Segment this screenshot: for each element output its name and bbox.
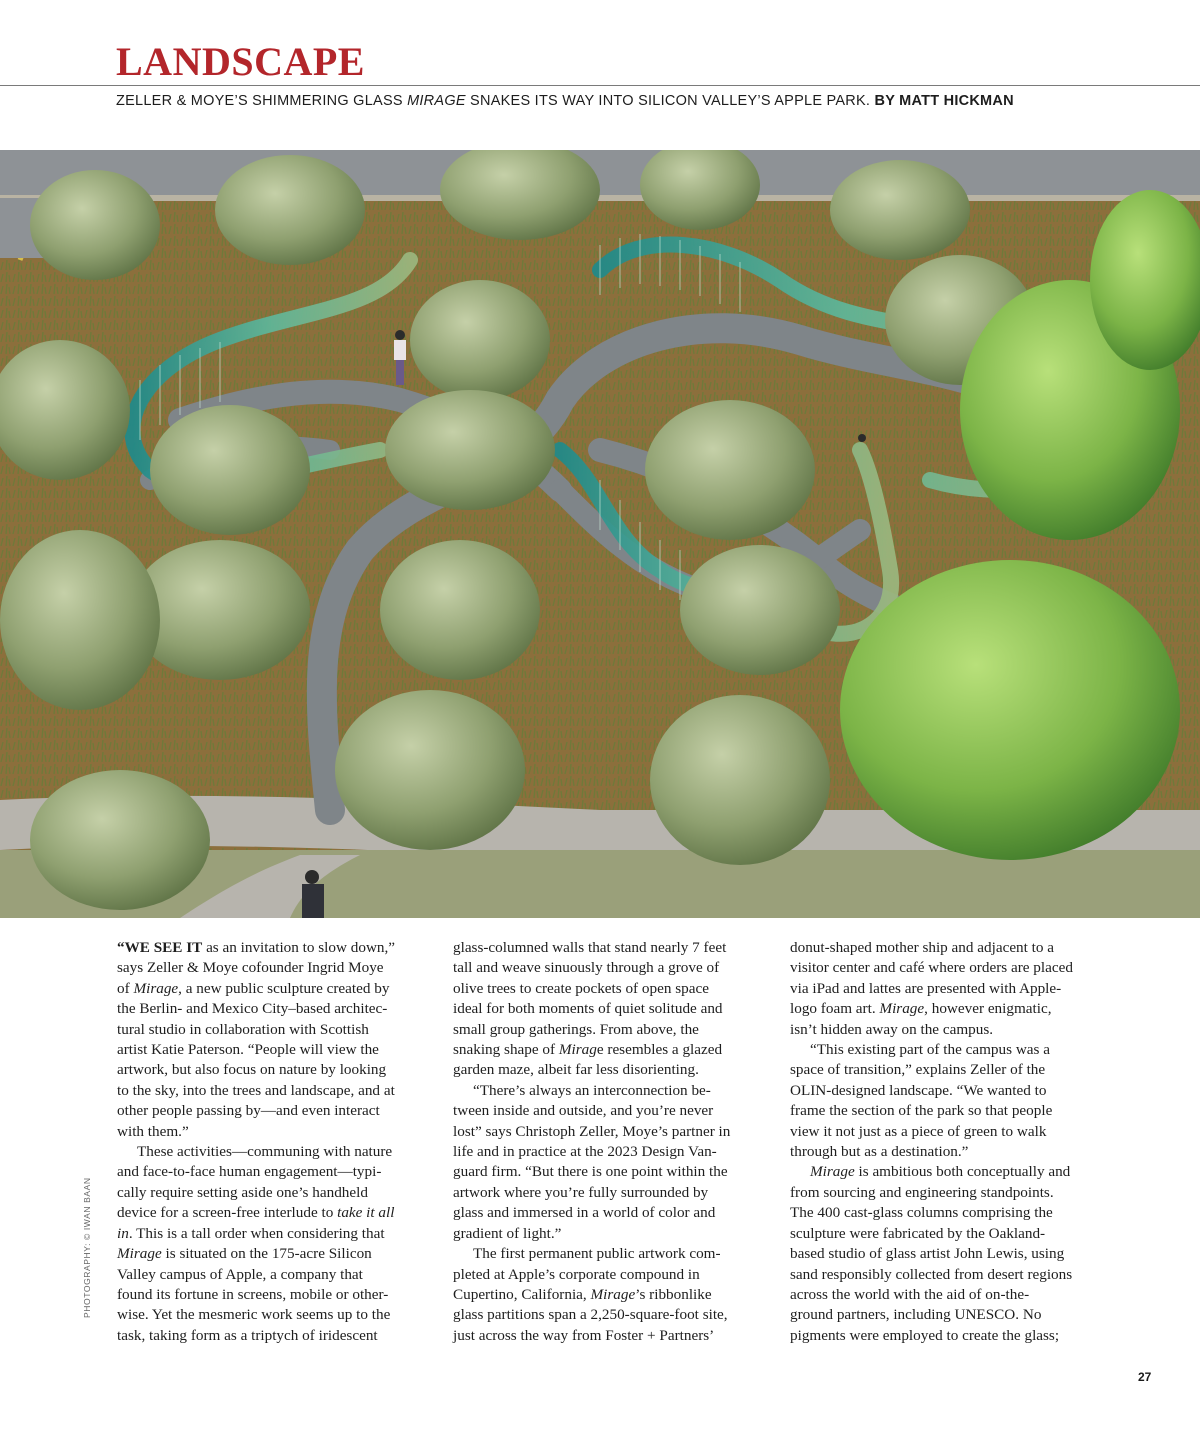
text-line [790,999,1104,1019]
italic-title: Mirage [879,1000,925,1018]
italic-title: Mirage [133,979,179,997]
text-run: , a new public sculpture created by [178,979,390,997]
text-line [117,1224,431,1244]
text-run: device for a screen-free interlude to [117,1204,338,1222]
text-line: the Berlin- and Mexico City–based architec- [117,1000,388,1018]
text-run: snaking shape of [453,1041,559,1059]
text-line: These activities—communing with nature [137,1143,393,1161]
text-line [453,1040,767,1060]
italic-title: Mirage [590,1285,636,1303]
text-line: ground partners, including UNESCO. No [790,1306,1042,1324]
text-run: of [117,979,134,997]
italic-title: Mirage [810,1163,855,1181]
header-rule [0,85,1200,86]
text-line: guard firm. “But there is one point within the [453,1163,728,1181]
italic-title: Mirage [117,1245,162,1263]
deck-title-italic: MIRAGE [407,93,466,109]
text-line: gradient of light.” [453,1224,562,1242]
text-line: ideal for both moments of quiet solitude and [453,1000,723,1018]
text-line: frame the section of the park so that people [790,1102,1053,1120]
deck-text: ZELLER & MOYE’S SHIMMERING GLASS [116,93,408,109]
text-run: logo foam art. [790,1000,880,1018]
text-line: glass and immersed in a world of color and [453,1204,716,1222]
italic-title: Mirag [558,1041,597,1059]
paragraph [790,938,1104,1040]
text-line: just across the way from Foster + Partners’ [453,1326,715,1344]
text-run: is ambitious both conceptually and [854,1163,1071,1181]
text-run: e resembles a glazed [596,1041,723,1059]
paragraph [453,1081,767,1244]
text-line [117,938,431,958]
text-run: is situated on the 175-acre Silicon [161,1245,372,1263]
text-line [117,979,431,999]
text-line: life and in practice at the 2023 Design Van- [453,1143,717,1161]
text-line [117,1244,431,1264]
italic-phrase: take it all [337,1204,395,1222]
text-line [790,1162,1104,1182]
text-line: view it not just as a piece of green to walk [790,1122,1047,1140]
text-line [117,1203,431,1223]
text-line: Valley campus of Apple, a company that [117,1265,363,1283]
text-line: visitor center and café where orders are placed [790,959,1073,977]
text-run: ’s ribbonlike [635,1285,712,1303]
text-run: as an invitation to slow down,” [202,939,396,956]
text-line: and face-to-face human engagement—typi- [117,1163,382,1181]
deck-text-2: SNAKES ITS WAY INTO SILICON VALLEY’S APPLE PARK. [465,93,875,109]
text-line: pleted at Apple’s corporate compound in [453,1265,700,1283]
hero-photo-illustration [0,150,1200,918]
text-line: pigments were employed to create the glass; [790,1326,1060,1344]
text-line: task, taking form as a triptych of iridescent [117,1326,378,1344]
text-line: tween inside and outside, and you’re never [453,1102,714,1120]
text-line: lost” says Christoph Zeller, Moye’s partner in [453,1122,731,1140]
text-line: glass-columned walls that stand nearly 7 feet [453,939,727,956]
paragraph [117,938,431,1142]
byline: BY MATT HICKMAN [874,93,1014,109]
text-line: with them.” [117,1122,189,1140]
article-column-2 [453,938,767,1346]
text-line: wise. Yet the mesmeric work seems up to the [117,1306,391,1324]
text-line: space of transition,” explains Zeller of the [790,1061,1046,1079]
text-line [453,1285,767,1305]
text-line: tural studio in collaboration with Scottish [117,1020,369,1038]
text-line: garden maze, albeit far less disorienting. [453,1061,699,1079]
text-line: glass partitions span a 2,250-square-foot site, [453,1306,728,1324]
article-column-1 [117,938,431,1346]
text-line: sculpture were fabricated by the Oakland- [790,1224,1046,1242]
italic-phrase: in [117,1224,129,1242]
text-run: , however enigmatic, [924,1000,1052,1018]
text-line: donut-shaped mother ship and adjacent to a [790,939,1055,956]
hero-photo [0,150,1200,918]
text-line: artwork where you’re fully surrounded by [453,1183,709,1201]
text-line: across the world with the aid of on-the- [790,1285,1030,1303]
text-line: The 400 cast-glass columns comprising the [790,1204,1053,1222]
text-line: other people passing by—and even interact [117,1102,380,1120]
text-line: via iPad and lattes are presented with Apple- [790,979,1062,997]
text-line: to the sky, into the trees and landscape, and at [117,1081,395,1099]
text-line: isn’t hidden away on the campus. [790,1020,994,1038]
text-line: through but as a destination.” [790,1143,969,1161]
text-line: OLIN-designed landscape. “We wanted to [790,1081,1047,1099]
section-title: LANDSCAPE [116,39,365,84]
text-line: The first permanent public artwork com- [473,1245,721,1263]
photo-credit: PHOTOGRAPHY: © IWAN BAAN [82,1177,92,1318]
page-number: 27 [1138,1370,1152,1384]
text-line: based studio of glass artist John Lewis, using [790,1245,1065,1263]
text-line: artwork, but also focus on nature by looking [117,1061,387,1079]
text-line: “There’s always an interconnection be- [473,1081,711,1099]
text-line: says Zeller & Moye cofounder Ingrid Moye [117,959,384,977]
paragraph [117,1142,431,1346]
deck [116,92,1176,110]
paragraph [790,1040,1104,1162]
paragraph [453,1244,767,1346]
paragraph [453,938,767,1081]
text-line: artist Katie Paterson. “People will view the [117,1041,379,1059]
text-line: sand responsibly collected from desert regions [790,1265,1073,1283]
paragraph [790,1162,1104,1346]
text-line: cally require setting aside one’s handheld [117,1183,368,1201]
text-line: found its fortune in screens, mobile or other- [117,1285,389,1303]
text-line: from sourcing and engineering standpoints. [790,1183,1054,1201]
article-column-3 [790,938,1104,1346]
lead-in: “WE SEE IT [117,939,203,956]
text-line: tall and weave sinuously through a grove of [453,959,720,977]
text-run: . This is a tall order when considering that [128,1224,385,1242]
text-line: olive trees to create pockets of open space [453,979,709,997]
text-run: Cupertino, California, [453,1285,591,1303]
text-line: “This existing part of the campus was a [810,1041,1050,1059]
text-line: small group gatherings. From above, the [453,1020,699,1038]
